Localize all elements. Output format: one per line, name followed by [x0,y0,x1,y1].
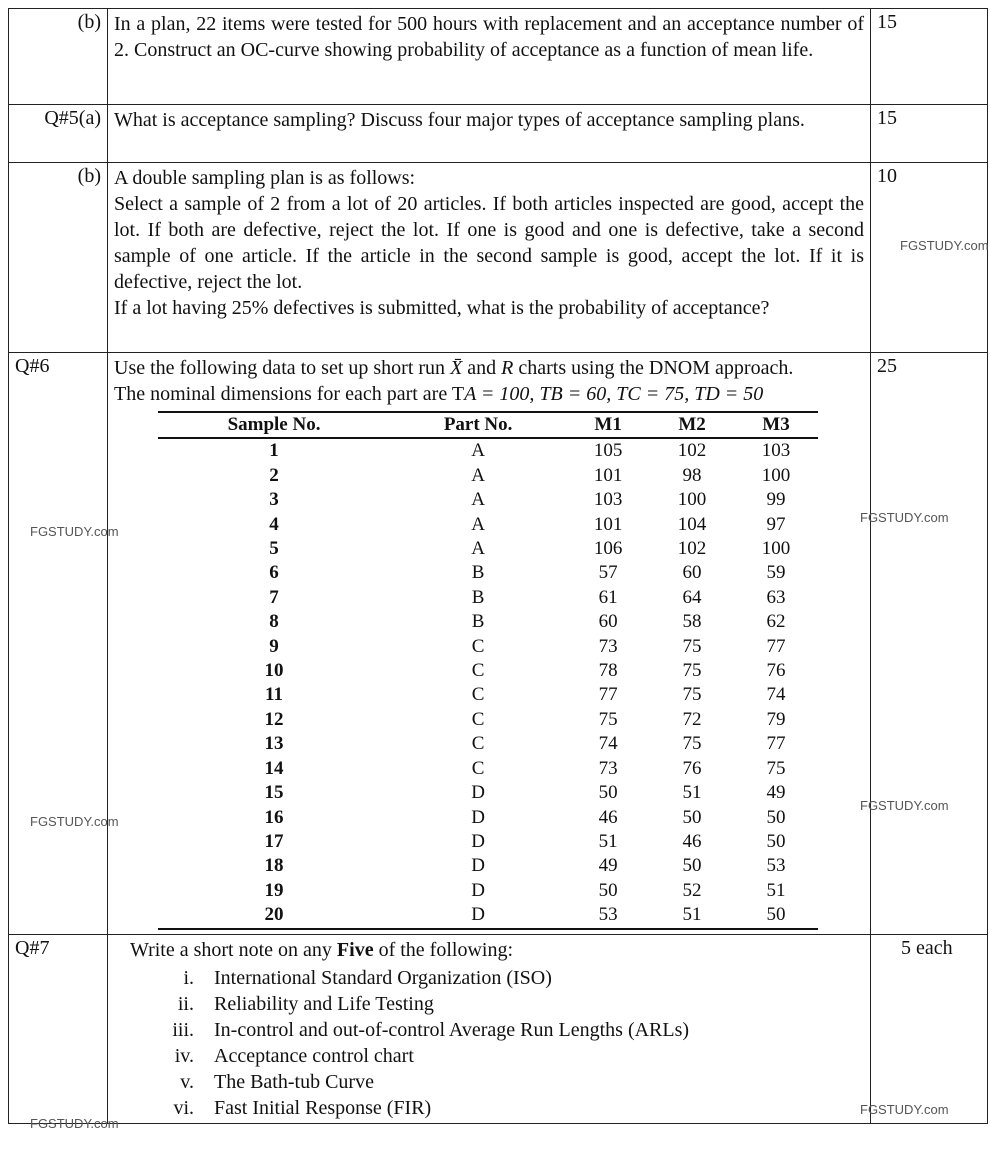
cell-sample-no: 2 [269,464,279,486]
item-number: i. [183,966,194,989]
question-number: Q#6 [9,353,108,935]
table-row [158,732,818,756]
question-text [108,163,871,353]
cell-part-no: C [471,733,485,755]
cell-m3: 97 [766,513,786,535]
cell-m1: 73 [598,635,618,657]
question-text [108,934,871,1123]
table-row [158,635,818,659]
cell-m2: 75 [682,660,702,682]
item-text: Reliability and Life Testing [214,992,434,1015]
exam-table [8,8,988,1124]
cell-m2: 50 [682,806,702,828]
watermark: FGSTUDY.com [30,1116,119,1131]
cell-m1: 61 [598,586,618,608]
cell-m1: 60 [598,611,618,633]
cell-m2: 75 [682,684,702,706]
cell-m3: 50 [766,806,786,828]
table-row [158,610,818,634]
header-m2: M2 [650,412,734,438]
short-note-list [144,965,864,1121]
cell-m1: 101 [593,464,623,486]
table-row [158,537,818,561]
item-text: Fast Initial Response (FIR) [214,1096,432,1119]
watermark: FGSTUDY.com [860,510,949,525]
cell-part-no: D [471,830,485,852]
cell-part-no: C [471,684,485,706]
table-row [158,781,818,805]
cell-sample-no: 1 [269,440,279,462]
cell-m1: 78 [598,660,618,682]
cell-m3: 100 [761,464,791,486]
cell-sample-no: 9 [269,635,279,657]
question-text: In a plan, 22 items were tested for 500 hours with replacement and an acceptance number of 2. Construct an OC-curve showing probability of acceptance as a function of mean life. [108,9,871,105]
watermark: FGSTUDY.com [900,238,989,253]
cell-sample-no: 14 [264,757,284,779]
short-note-item [144,1043,864,1069]
question-text [108,353,871,935]
cell-m1: 103 [593,489,623,511]
question-line: If a lot having 25% defectives is submitted, what is the probability of acceptance? [114,297,770,319]
cell-m2: 98 [682,464,702,486]
question-marks: 10 [871,163,988,353]
cell-m3: 79 [766,708,786,730]
cell-part-no: D [471,782,485,804]
watermark: FGSTUDY.com [30,814,119,829]
cell-m3: 77 [766,635,786,657]
cell-m3: 62 [766,611,786,633]
cell-part-no: A [471,464,485,486]
q6-intro-a: Use the following data to set up short run [114,357,446,379]
table-body [158,438,818,928]
cell-part-no: C [471,660,485,682]
cell-m2: 75 [682,635,702,657]
cell-sample-no: 11 [265,684,283,706]
table-row [158,683,818,707]
cell-sample-no: 20 [158,903,390,928]
nominal-dimensions-line [114,381,864,407]
cell-sample-no: 19 [264,879,284,901]
table-row [158,903,818,928]
cell-m3: 59 [766,562,786,584]
table-row [158,854,818,878]
question-number: (b) [9,9,108,105]
cell-m3: 49 [766,782,786,804]
item-number: iv. [174,1044,194,1067]
cell-part-no: A [471,489,485,511]
watermark: FGSTUDY.com [860,798,949,813]
cell-m3: 50 [734,903,818,928]
header-sample-no: Sample No. [158,412,390,438]
q6-intro-b: charts using the DNOM approach. [518,357,794,379]
cell-sample-no: 6 [269,562,279,584]
cell-m3: 100 [761,538,791,560]
item-number: v. [180,1070,194,1093]
cell-m3: 51 [766,879,786,901]
q7-intro-bold: Five [336,938,374,961]
table-row [158,513,818,537]
question-number: Q#5(a) [9,105,108,163]
sample-data-table [158,411,818,930]
item-number: ii. [177,992,194,1015]
table-row [158,708,818,732]
cell-sample-no: 16 [264,806,284,828]
cell-m2: 51 [682,782,702,804]
cell-m1: 51 [598,830,618,852]
header-part-no: Part No. [390,412,566,438]
item-text: Acceptance control chart [214,1044,414,1067]
cell-part-no: D [471,879,485,901]
cell-m1: 105 [593,440,623,462]
cell-m2: 64 [682,586,702,608]
item-text: In-control and out-of-control Average Run Lengths (ARLs) [214,1018,690,1041]
table-header-row [158,412,818,438]
cell-part-no: D [471,806,485,828]
question-row-q6 [9,353,988,935]
cell-sample-no: 15 [264,782,284,804]
cell-m1: 106 [593,538,623,560]
question-row [9,105,988,163]
q7-intro-a: Write a short note on any [130,938,337,961]
cell-m2: 76 [682,757,702,779]
cell-m1: 75 [598,708,618,730]
question-marks: 5 each [871,934,988,1123]
question-marks: 15 [871,105,988,163]
cell-sample-no: 12 [264,708,284,730]
cell-m1: 74 [598,733,618,755]
cell-m1: 77 [598,684,618,706]
question-row-q7 [9,934,988,1123]
cell-m2: 104 [677,513,707,535]
cell-part-no: C [471,635,485,657]
cell-m2: 72 [682,708,702,730]
cell-m1: 46 [598,806,618,828]
cell-part-no: D [390,903,566,928]
nominal-label: The nominal dimensions for each part are T [114,383,465,405]
question-text: What is acceptance sampling? Discuss four major types of acceptance sampling plans. [108,105,871,163]
table-row [158,561,818,585]
cell-m3: 76 [766,660,786,682]
cell-part-no: A [471,440,485,462]
watermark: FGSTUDY.com [860,1102,949,1117]
cell-m2: 58 [682,611,702,633]
item-number: vi. [173,1096,194,1119]
cell-m1: 73 [598,757,618,779]
cell-m2: 51 [650,903,734,928]
cell-part-no: B [471,562,485,584]
question-number: Q#7 [9,934,108,1123]
cell-sample-no: 5 [269,538,279,560]
cell-m2: 102 [677,440,707,462]
cell-part-no: B [471,611,485,633]
cell-part-no: C [471,708,485,730]
short-note-item [144,965,864,991]
cell-m3: 53 [766,855,786,877]
cell-m3: 103 [761,440,791,462]
x-bar-symbol: X̄ [450,357,463,379]
cell-m3: 75 [766,757,786,779]
cell-m2: 102 [677,538,707,560]
q6-intro-and: and [467,357,497,379]
cell-part-no: A [471,513,485,535]
cell-sample-no: 8 [269,611,279,633]
cell-sample-no: 7 [269,586,279,608]
header-m1: M1 [566,412,650,438]
cell-m2: 50 [682,855,702,877]
item-number: iii. [172,1018,194,1041]
cell-m2: 100 [677,489,707,511]
cell-m1: 53 [566,903,650,928]
item-text: International Standard Organization (ISO) [214,966,552,989]
cell-m3: 74 [766,684,786,706]
cell-m3: 63 [766,586,786,608]
cell-m2: 52 [682,879,702,901]
nominal-formula: A = 100, TB = 60, TC = 75, TD = 50 [464,383,764,405]
question-line: Select a sample of 2 from a lot of 20 articles. If both articles inspected are good, accept the lot. If both are defective, reject the lot. If one is good and one is defective, take a second sample of one article. If the article in the second sample is good, accept the lot. If it is defective, reject the lot. [114,193,864,293]
q7-intro-b: of the following: [373,938,514,961]
question-line: A double sampling plan is as follows: [114,167,416,189]
cell-m2: 75 [682,733,702,755]
header-m3: M3 [734,412,818,438]
short-note-item [144,1069,864,1095]
question-row [9,9,988,105]
cell-part-no: D [471,855,485,877]
question-number: (b) [9,163,108,353]
cell-m1: 50 [598,879,618,901]
r-symbol: R [501,357,514,379]
cell-sample-no: 4 [269,513,279,535]
cell-sample-no: 10 [264,660,284,682]
cell-sample-no: 3 [269,489,279,511]
watermark: FGSTUDY.com [30,524,119,539]
question-marks: 15 [871,9,988,105]
cell-sample-no: 17 [264,830,284,852]
cell-m1: 50 [598,782,618,804]
cell-m3: 77 [766,733,786,755]
cell-m1: 49 [598,855,618,877]
table-row [158,488,818,512]
table-row [158,659,818,683]
table-row [158,757,818,781]
cell-part-no: C [471,757,485,779]
cell-m1: 101 [593,513,623,535]
question-marks: 25 [871,353,988,935]
short-note-item [144,1017,864,1043]
question-row [9,163,988,353]
short-note-item [144,991,864,1017]
table-row [158,806,818,830]
cell-sample-no: 13 [264,733,284,755]
cell-m1: 57 [598,562,618,584]
short-note-item [144,1095,864,1121]
table-row [158,830,818,854]
cell-m3: 50 [766,830,786,852]
cell-m2: 60 [682,562,702,584]
table-row [158,879,818,903]
item-text: The Bath-tub Curve [214,1070,374,1093]
cell-part-no: B [471,586,485,608]
cell-part-no: A [471,538,485,560]
table-row [158,586,818,610]
cell-sample-no: 18 [264,855,284,877]
table-row [158,464,818,488]
table-row [158,438,818,463]
cell-m3: 99 [766,489,786,511]
cell-m2: 46 [682,830,702,852]
